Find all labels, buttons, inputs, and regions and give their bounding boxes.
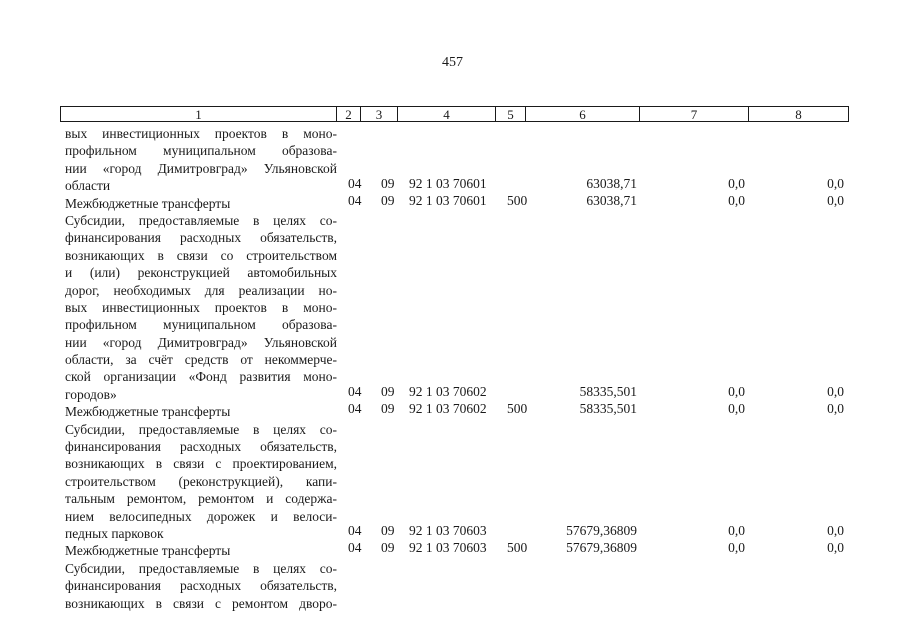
amount-cell: 63038,71: [586, 176, 637, 191]
amount-cell: 57679,36809: [566, 523, 637, 538]
amount-cell: 58335,501: [579, 384, 637, 399]
subsection-cell: 09: [381, 401, 395, 416]
column-header-8: 8: [749, 106, 849, 122]
description-line: области: [65, 178, 111, 194]
subsection-cell: 09: [381, 540, 395, 555]
description-line: и (или) реконструкцией автомобильных: [65, 265, 337, 281]
description-line: возникающих в связи со строительством: [65, 247, 337, 263]
description-line: Субсидии, предоставляемые в целях со-: [65, 212, 337, 228]
column-header-6: 6: [526, 106, 640, 122]
description-line: Субсидии, предоставляемые в целях со-: [65, 560, 337, 576]
description-line: ской организации «Фонд развития моно-: [65, 369, 337, 385]
section-cell: 04: [348, 540, 362, 555]
description-line: дорог, необходимых для реализации но-: [65, 282, 337, 298]
amount-cell: 0,0: [827, 401, 844, 416]
description-line: области, за счёт средств от некоммерче-: [65, 352, 337, 368]
description-line: нием велосипедных дорожек и велоси-: [65, 508, 337, 524]
column-header-4: 4: [398, 106, 496, 122]
table-row: [0, 193, 905, 209]
amount-cell: 0,0: [827, 384, 844, 399]
expense-type-cell: 500: [507, 193, 528, 208]
description-line: нии «город Димитровград» Ульяновской: [65, 334, 337, 350]
subsection-cell: 09: [381, 193, 395, 208]
section-cell: 04: [348, 193, 362, 208]
amount-cell: 0,0: [728, 193, 745, 208]
target-article-cell: 92 1 03 70602: [409, 384, 487, 399]
description-line: Межбюджетные трансферты: [65, 195, 231, 211]
description-line: педных парковок: [65, 525, 164, 541]
column-header-3: 3: [361, 106, 398, 122]
table-row: [0, 176, 905, 192]
description-line: профильном муниципальном образова-: [65, 317, 337, 333]
amount-cell: 0,0: [728, 523, 745, 538]
description-line: нии «город Димитровград» Ульяновской: [65, 160, 337, 176]
subsection-cell: 09: [381, 523, 395, 538]
table-header-row: [60, 106, 849, 122]
description-line: вых инвестиционных проектов в моно-: [65, 299, 337, 315]
amount-cell: 63038,71: [586, 193, 637, 208]
target-article-cell: 92 1 03 70603: [409, 540, 487, 555]
description-line: финансирования расходных обязательств,: [65, 578, 337, 594]
amount-cell: 0,0: [728, 540, 745, 555]
amount-cell: 0,0: [728, 384, 745, 399]
amount-cell: 57679,36809: [566, 540, 637, 555]
description-line: возникающих в связи с проектированием,: [65, 456, 337, 472]
amount-cell: 0,0: [827, 540, 844, 555]
column-header-5: 5: [496, 106, 526, 122]
description-line: вых инвестиционных проектов в моно-: [65, 126, 337, 141]
table-row: [0, 384, 905, 400]
description-line: тальным ремонтом, ремонтом и содержа-: [65, 491, 337, 507]
amount-cell: 0,0: [827, 176, 844, 191]
description-line: финансирования расходных обязательств,: [65, 230, 337, 246]
description-line: строительством (реконструкцией), капи-: [65, 473, 337, 489]
amount-cell: 0,0: [827, 523, 844, 538]
amount-cell: 0,0: [728, 176, 745, 191]
amount-cell: 0,0: [728, 401, 745, 416]
description-line: Межбюджетные трансферты: [65, 404, 231, 420]
expense-type-cell: 500: [507, 540, 528, 555]
section-cell: 04: [348, 384, 362, 399]
section-cell: 04: [348, 401, 362, 416]
target-article-cell: 92 1 03 70602: [409, 401, 487, 416]
subsection-cell: 09: [381, 384, 395, 399]
target-article-cell: 92 1 03 70601: [409, 193, 487, 208]
description-line: Межбюджетные трансферты: [65, 543, 231, 559]
subsection-cell: 09: [381, 176, 395, 191]
section-cell: 04: [348, 176, 362, 191]
page-number: 457: [442, 55, 463, 70]
description-line: возникающих в связи с ремонтом дворо-: [65, 595, 337, 611]
target-article-cell: 92 1 03 70603: [409, 523, 487, 538]
description-line: городов»: [65, 386, 117, 402]
table-row: [0, 523, 905, 539]
target-article-cell: 92 1 03 70601: [409, 176, 487, 191]
amount-cell: 0,0: [827, 193, 844, 208]
section-cell: 04: [348, 523, 362, 538]
description-line: профильном муниципальном образова-: [65, 143, 337, 159]
description-line: Субсидии, предоставляемые в целях со-: [65, 421, 337, 437]
table-row: [0, 401, 905, 417]
description-line: финансирования расходных обязательств,: [65, 439, 337, 455]
expense-type-cell: 500: [507, 401, 528, 416]
column-header-2: 2: [337, 106, 361, 122]
column-header-1: 1: [60, 106, 337, 122]
table-row: [0, 540, 905, 556]
amount-cell: 58335,501: [579, 401, 637, 416]
column-header-7: 7: [640, 106, 749, 122]
